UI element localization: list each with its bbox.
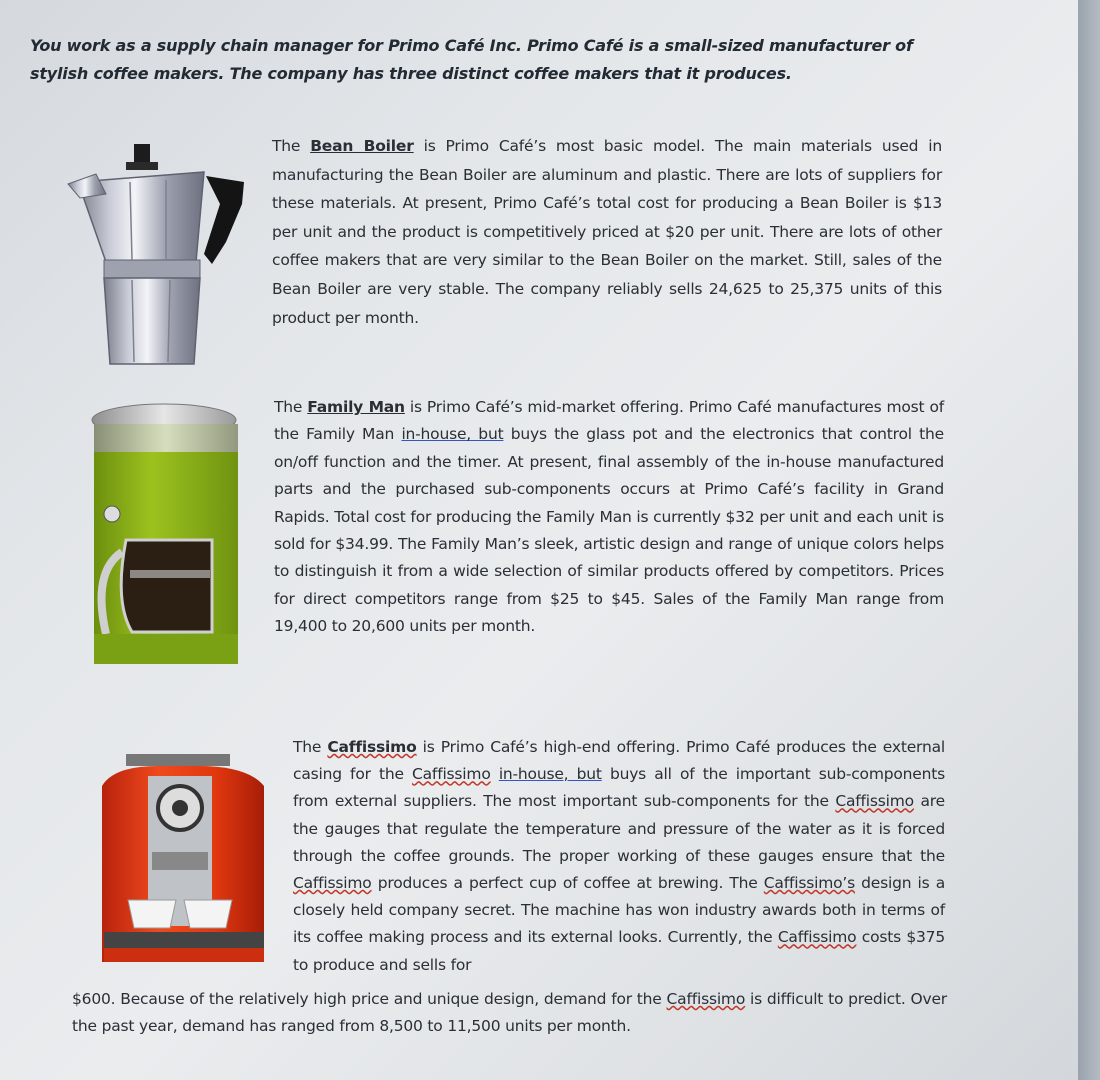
text: is Primo Café’s mid-market offering. Primo Café manufactures most of the Family Man [274,398,945,444]
cup-right [184,900,232,928]
text: buys all of the important sub-components from external suppliers. The most important sub-components for the [293,765,945,811]
caffissimo-name: Caffissimo [327,738,417,756]
text: buys the glass pot and the electronics that control the on/off function and the timer. At present, final assembly of the in-house manufactured parts and the purchased sub-components occurs at Primo Café’s facility in Grand Rapids. Total cost for producing the Family Man is currently $32 per unit and each unit is sold for $34.99. The Family Man’s sleek, artistic design and range of unique colors helps to distinguish it from a wide selection of similar products offered by competitors. Prices for direct competitors range from $25 to $45. Sales of the Family Man range from 19,400 to 20,600 units per month. [274,425,944,636]
cup-left [128,900,176,928]
moka-pot-icon [66,142,246,370]
text: is Primo Café’s high-end offering. Primo Café produces the external casing for the [293,738,945,784]
spell-flag: Caffissimo [835,792,914,811]
spell-flag: Caffissimo [666,990,746,1008]
caffissimo-description-tail [72,986,947,1040]
grammar-flag-in-house: in-house, but [401,425,504,444]
bean-boiler-name: Bean Boiler [310,137,414,155]
knob [134,144,150,164]
text: is Primo Café’s most basic model. The main materials used in manufacturing the Bean Boiler are aluminum and plastic. There are lots of suppliers for these materials. At present, Primo Café’s total cost for producing a Bean Boiler is $13 per unit and the product is competitively priced at $20 per unit. There are lots of other coffee makers that are very similar to the Bean Boiler on the market. Still, sales of the Bean Boiler are very stable. The company reliably sells 24,625 to 25,375 units of this product per month. [272,137,942,327]
family-man-name: Family Man [307,398,405,416]
handle [204,176,244,264]
base [104,278,200,364]
intro-text: You work as a supply chain manager for Primo Café Inc. Primo Café is a small-sized manufacturer of stylish coffee makers. The company has three distinct coffee makers that it produces. [30,36,913,83]
top-plate [126,754,230,766]
espresso-machine-icon [88,752,274,972]
text: produces a perfect cup of coffee at brewing. The [371,874,764,893]
text: The [274,398,308,416]
control-dial [104,506,120,522]
text [491,765,499,783]
text: The [293,738,328,756]
spell-flag: Caffissimo [412,765,491,784]
waist [104,260,200,278]
spell-flag: Caffissimo [777,928,857,947]
window-edge [1078,0,1100,1080]
family-man-description [274,394,944,641]
text: is difficult to predict. Over the past year, demand has ranged from 8,500 to 11,500 units per month. [72,990,947,1035]
drip-coffee-maker-icon [86,402,246,668]
caffissimo-description [293,734,945,979]
spell-flag: Caffissimo’s [763,874,855,893]
text: are the gauges that regulate the temperature and pressure of the water as it is forced through the coffee grounds. The proper working of these gauges ensure that the [293,792,945,865]
bean-boiler-description [272,132,942,332]
drip-tray [104,932,264,948]
text: costs $375 to produce and sells for [293,928,945,974]
glass-carafe [121,540,212,632]
text: The [272,137,311,155]
spell-flag: Caffissimo [293,874,372,893]
text: design is a closely held company secret. The machine has won industry awards both in terms of its coffee making process and its external looks. Currently, the [293,874,945,947]
grammar-flag-in-house: in-house, but [498,765,602,784]
text: $600. Because of the relatively high price and unique design, demand for the [72,990,667,1008]
